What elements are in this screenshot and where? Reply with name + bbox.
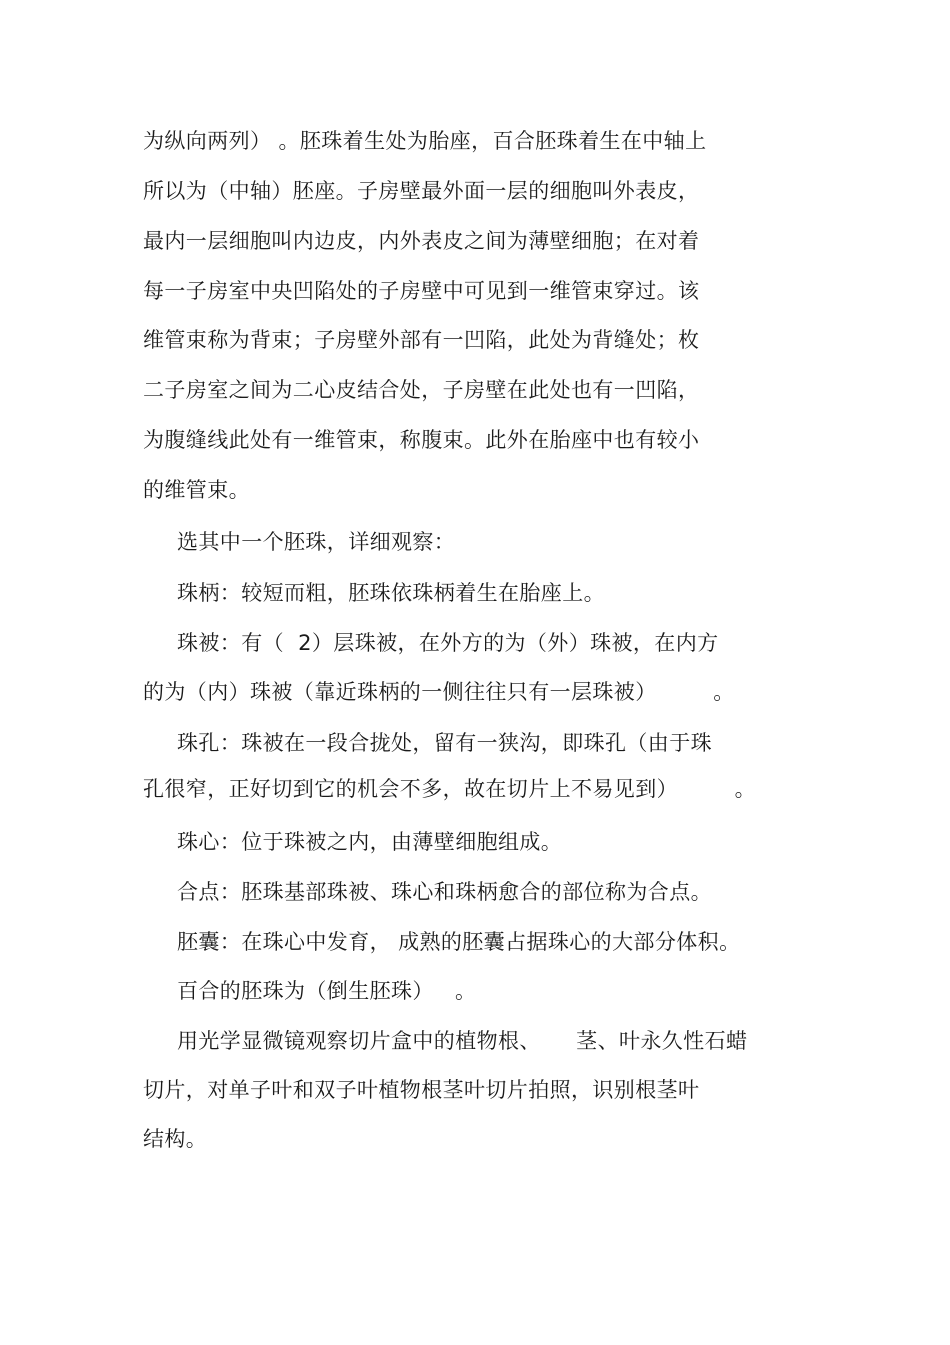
text-line: 最内一层细胞叫内边皮，内外表皮之间为薄壁细胞；在对着 [143, 229, 700, 253]
text-line: 胚囊：在珠心中发育， 成熟的胚囊占据珠心的大部分体积。 [177, 930, 741, 954]
text-line: 所以为（中轴）胚座。子房壁最外面一层的细胞叫外表皮， [143, 179, 700, 203]
text-line: 百合的胚珠为（倒生胚珠） 。 [177, 979, 477, 1003]
text-line: 合点：胚珠基部珠被、珠心和珠柄愈合的部位称为合点。 [177, 880, 712, 904]
text-line: 选其中一个胚珠，详细观察： [177, 530, 456, 554]
text-line: 维管束称为背束；子房壁外部有一凹陷，此处为背缝处；枚 [143, 328, 700, 352]
text-line: 珠孔：珠被在一段合拢处，留有一狭沟，即珠孔（由于珠 [177, 731, 712, 755]
text-line: 的维管束。 [143, 478, 250, 502]
text-line: 珠柄：较短而粗，胚珠依珠柄着生在胎座上。 [177, 581, 605, 605]
text-line: 珠心：位于珠被之内，由薄壁细胞组成。 [177, 830, 563, 854]
text-line: 用光学显微镜观察切片盒中的植物根、 茎、叶永久性石蜡 [177, 1029, 748, 1053]
text-line: 孔很窄，正好切到它的机会不多，故在切片上不易见到） 。 [143, 777, 756, 801]
text-line: 切片，对单子叶和双子叶植物根茎叶切片拍照，识别根茎叶 [143, 1078, 700, 1102]
text-line: 为纵向两列） 。胚珠着生处为胎座，百合胚珠着生在中轴上 [143, 129, 707, 153]
text-line: 的为（内）珠被（靠近珠柄的一侧往往只有一层珠被） 。 [143, 680, 735, 704]
text-line: 二子房室之间为二心皮结合处，子房壁在此处也有一凹陷， [143, 378, 700, 402]
text-line: 每一子房室中央凹陷处的子房壁中可见到一维管束穿过。该 [143, 279, 700, 303]
text-line: 珠被：有（ 2）层珠被，在外方的为（外）珠被，在内方 [177, 631, 719, 655]
text-line: 为腹缝线此处有一维管束，称腹束。此外在胎座中也有较小 [143, 428, 700, 452]
text-line: 结构。 [143, 1127, 208, 1151]
